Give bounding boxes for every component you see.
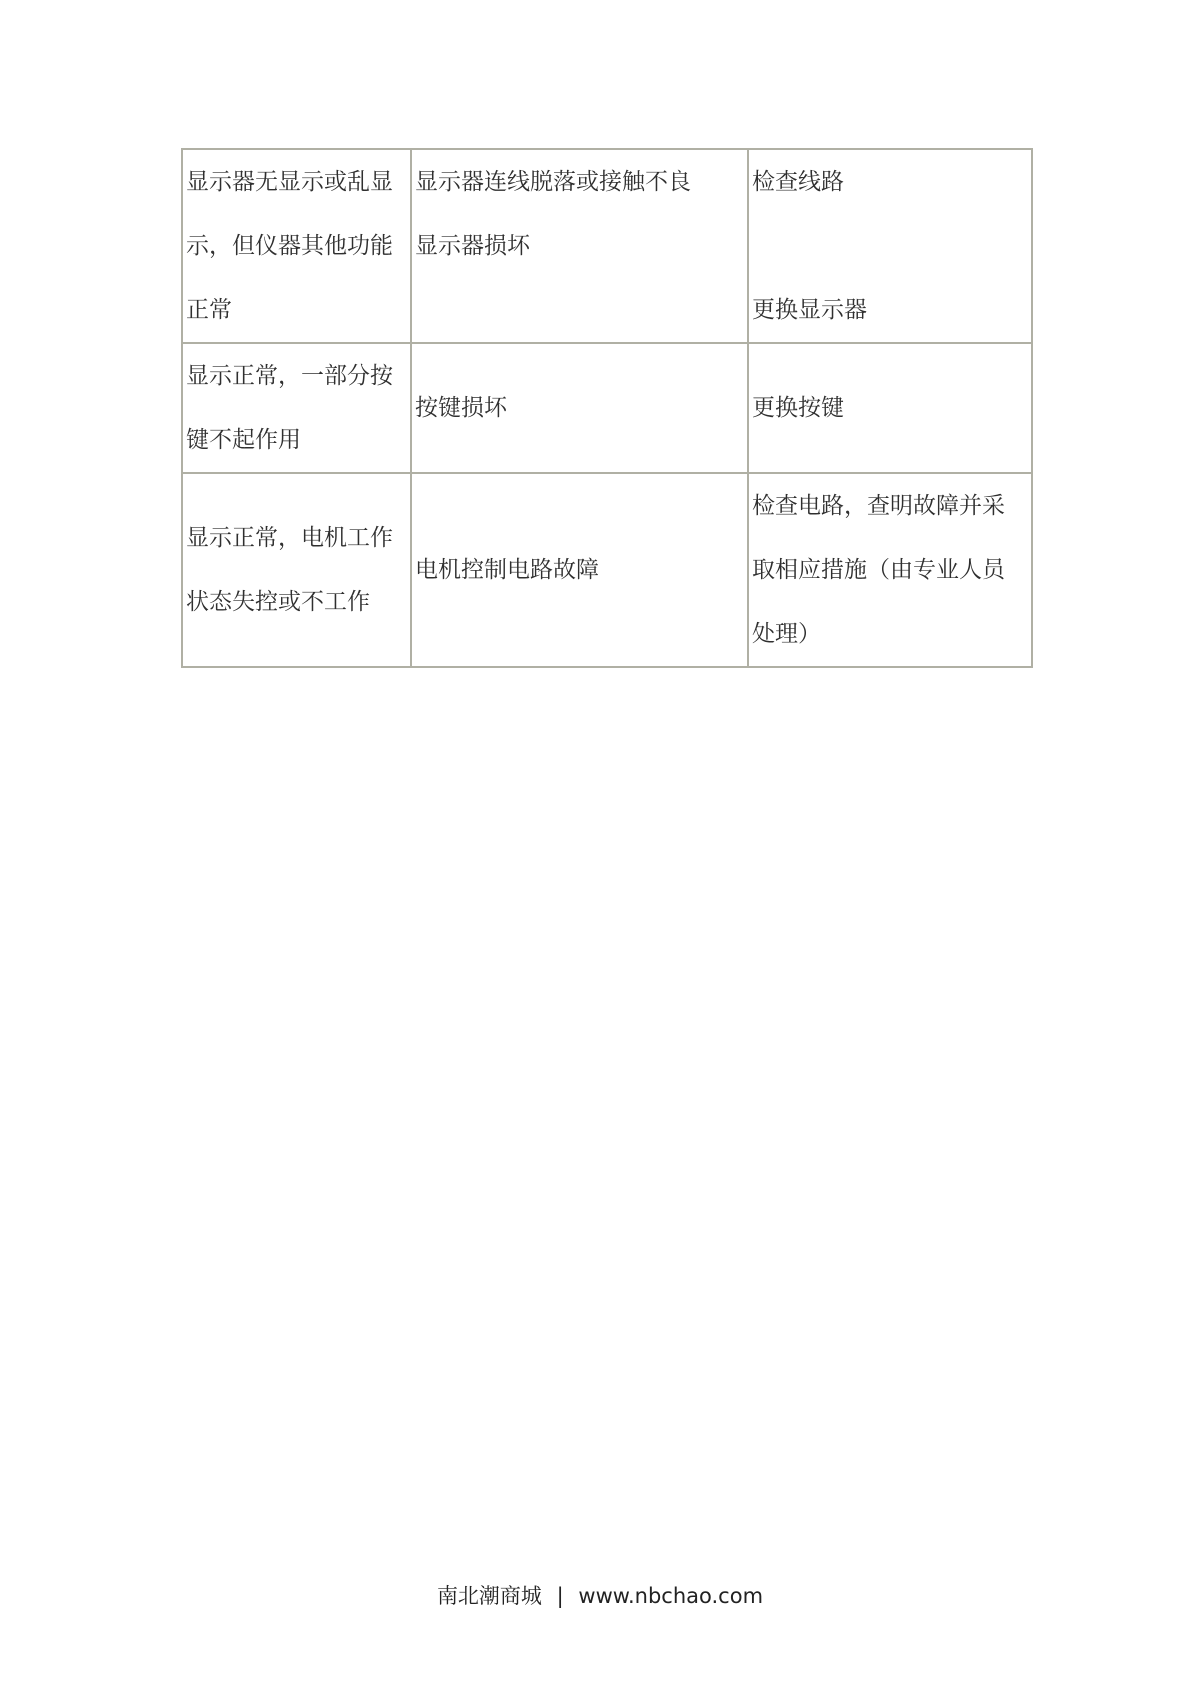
remedy-line: 检查电路，查明故障并采 <box>752 493 1005 519</box>
cause-line: 电机控制电路故障 <box>415 557 599 583</box>
symptom-cell <box>182 343 411 473</box>
symptom-cell <box>182 149 411 343</box>
symptom-line: 显示器无显示或乱显 <box>186 169 393 195</box>
remedy-line: 更换显示器 <box>752 297 867 323</box>
cause-cell <box>411 149 748 343</box>
symptom-line: 显示正常，一部分按 <box>186 363 393 389</box>
symptom-line: 正常 <box>186 297 232 323</box>
footer-url-link[interactable]: www.nbchao.com <box>578 1584 764 1608</box>
remedy-cell <box>748 473 1032 667</box>
remedy-line: 更换按键 <box>752 395 844 421</box>
table-row <box>182 343 1032 473</box>
symptom-line: 键不起作用 <box>186 427 301 453</box>
cause-cell <box>411 473 748 667</box>
symptom-line: 示，但仪器其他功能 <box>186 233 393 259</box>
cause-line: 显示器连线脱落或接触不良 <box>415 169 691 195</box>
table-row <box>182 473 1032 667</box>
footer-separator: | <box>556 1584 564 1608</box>
cause-cell <box>411 343 748 473</box>
cause-line: 显示器损坏 <box>415 233 530 259</box>
symptom-line: 显示正常，电机工作 <box>186 525 393 551</box>
spacer <box>752 214 1031 278</box>
table-row <box>182 149 1032 343</box>
page-footer <box>0 1580 1200 1610</box>
remedy-cell <box>748 149 1032 343</box>
symptom-line: 状态失控或不工作 <box>186 589 370 615</box>
remedy-line: 处理） <box>752 621 821 647</box>
cause-line: 按键损坏 <box>415 395 507 421</box>
footer-brand: 南北潮商城 <box>436 1584 542 1608</box>
remedy-line: 检查线路 <box>752 169 844 195</box>
remedy-line: 取相应措施（由专业人员 <box>752 557 1005 583</box>
symptom-cell <box>182 473 411 667</box>
remedy-cell <box>748 343 1032 473</box>
fault-table <box>181 148 1033 668</box>
